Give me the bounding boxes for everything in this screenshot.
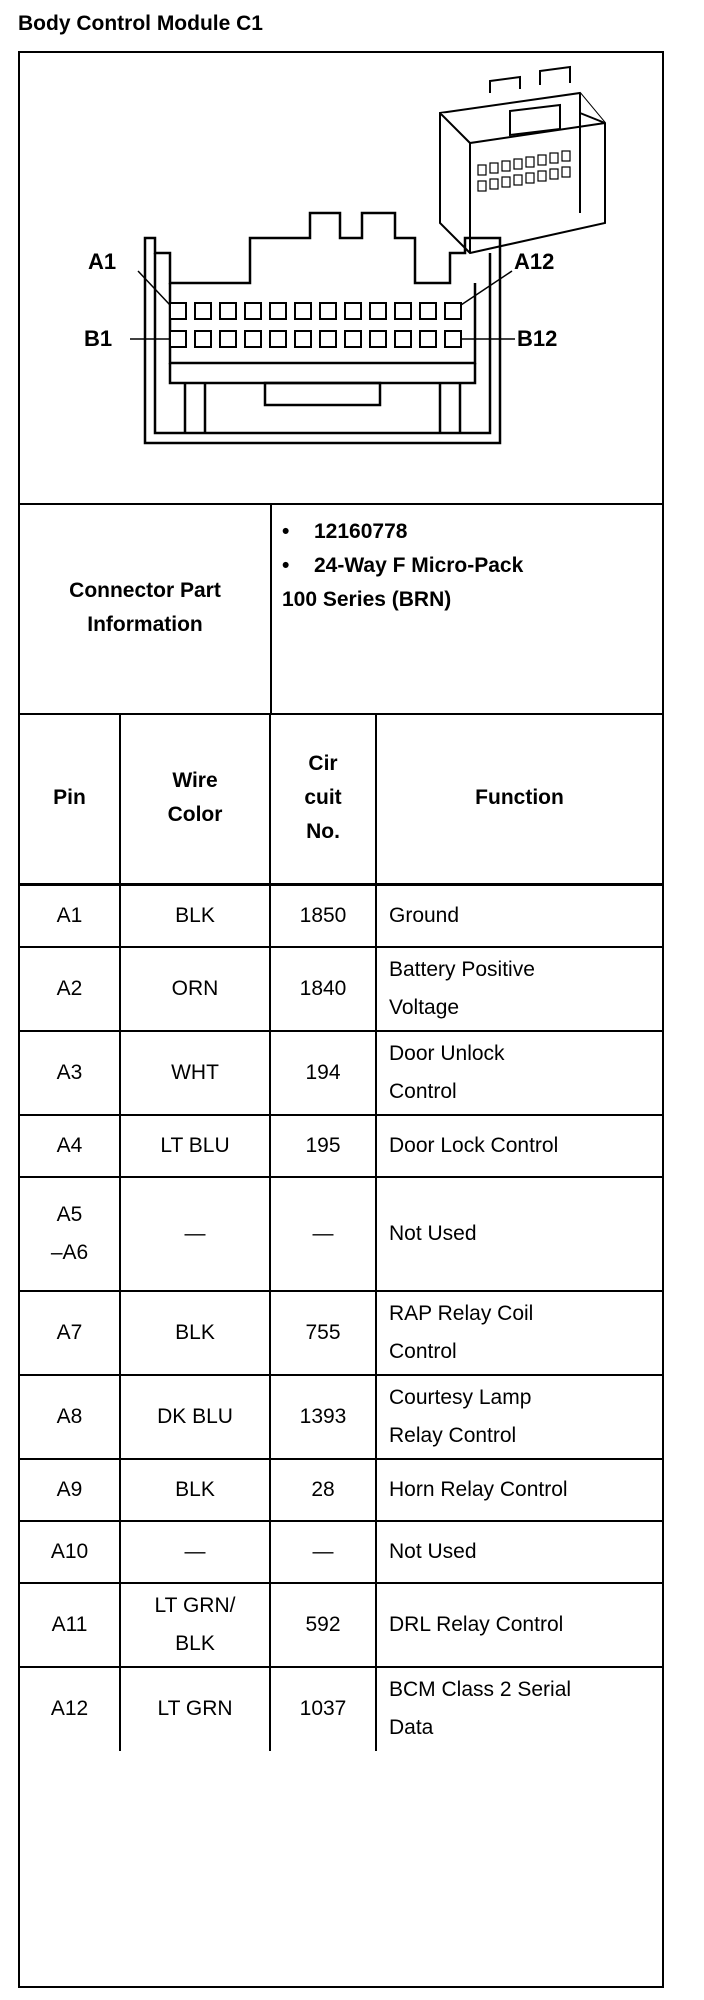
bullet-icon: • [282, 554, 290, 577]
wire-color-value: LT BLU [160, 1133, 230, 1157]
circuit-value: 195 [305, 1133, 341, 1157]
circuit-value: 1840 [299, 976, 347, 1000]
pin-label-b12: B12 [517, 326, 558, 351]
table-row [20, 1583, 662, 1667]
bullet-icon: • [282, 520, 290, 543]
header-circuit-line1: Cir [308, 752, 338, 775]
pin-table [20, 713, 662, 1751]
cell-wire-color [120, 1375, 270, 1459]
cell-function [376, 1521, 662, 1583]
header-pin: Pin [20, 713, 120, 885]
connector-front-view [145, 213, 500, 443]
pin-value: A11 [51, 1612, 88, 1636]
cell-wire-color [120, 1459, 270, 1521]
connector-part-info-label [20, 503, 272, 713]
cell-circuit-no [270, 1177, 376, 1291]
wire-color-value: WHT [171, 1060, 219, 1084]
pin-label-a1: A1 [88, 249, 117, 274]
pin-value: A7 [56, 1320, 83, 1344]
pin-value-line2: –A6 [50, 1240, 89, 1264]
circuit-value: 1850 [299, 903, 347, 927]
cell-pin [20, 1177, 120, 1291]
function-value: BCM Class 2 Serial [389, 1678, 572, 1701]
connector-document [18, 51, 664, 1988]
wire-color-value: BLK [175, 1477, 215, 1501]
cell-wire-color [120, 1031, 270, 1115]
cell-circuit-no [270, 1291, 376, 1375]
pin-label-b1: B1 [84, 326, 113, 351]
cell-pin [20, 947, 120, 1031]
pin-value: A5 [56, 1202, 83, 1226]
cell-function [376, 1667, 662, 1751]
cell-circuit-no [270, 1583, 376, 1667]
cell-circuit-no [270, 1521, 376, 1583]
table-row [20, 947, 662, 1031]
connector-diagram [20, 53, 662, 505]
cell-circuit-no [270, 1031, 376, 1115]
function-value: Courtesy Lamp [389, 1385, 532, 1409]
circuit-value: 1037 [299, 1697, 347, 1720]
circuit-value: — [312, 1539, 334, 1563]
table-row [20, 1291, 662, 1375]
cell-circuit-no [270, 885, 376, 947]
cell-function [376, 1031, 662, 1115]
cell-function [376, 1459, 662, 1521]
table-row [20, 1459, 662, 1521]
table-row [20, 1115, 662, 1177]
connector-part-info-details [282, 515, 652, 617]
info-label-line1: Connector Part [69, 579, 221, 602]
page-title: Body Control Module C1 [18, 12, 263, 35]
cell-function [376, 947, 662, 1031]
connector-3d-icon [440, 67, 605, 253]
cell-wire-color [120, 1667, 270, 1751]
table-row [20, 1667, 662, 1751]
pin-value: A3 [56, 1060, 83, 1084]
cell-function [376, 1177, 662, 1291]
cell-wire-color [120, 885, 270, 947]
function-value-line2: Control [389, 1339, 457, 1363]
cell-function [376, 885, 662, 947]
cell-wire-color [120, 1291, 270, 1375]
circuit-value: 592 [305, 1612, 341, 1636]
function-value-line2: Data [389, 1716, 434, 1739]
cell-wire-color [120, 947, 270, 1031]
info-label-line2: Information [87, 613, 203, 636]
cell-wire-color [120, 1115, 270, 1177]
cell-circuit-no [270, 1375, 376, 1459]
wire-color-value-line2: BLK [175, 1631, 215, 1655]
cell-circuit-no [270, 1115, 376, 1177]
cell-function [376, 1583, 662, 1667]
table-header-row [20, 713, 662, 885]
cell-pin [20, 1583, 120, 1667]
header-wire-color-line2: Color [167, 803, 223, 826]
function-value: Battery Positive [389, 957, 535, 981]
function-value: DRL Relay Control [389, 1612, 564, 1636]
header-function: Function [376, 713, 662, 885]
cell-wire-color [120, 1521, 270, 1583]
header-wire-color-line1: Wire [172, 769, 218, 792]
cell-pin [20, 1291, 120, 1375]
pin-value: A4 [56, 1133, 83, 1157]
table-row [20, 1521, 662, 1583]
cell-pin [20, 1459, 120, 1521]
table-row [20, 1375, 662, 1459]
connector-part-info [20, 503, 662, 715]
circuit-value: 1393 [299, 1404, 347, 1428]
cell-pin [20, 1521, 120, 1583]
header-circuit-line3: No. [306, 820, 340, 843]
circuit-value: 28 [311, 1477, 335, 1501]
function-value: Ground [389, 903, 460, 927]
connector-description-line2: 100 Series (BRN) [282, 588, 452, 611]
pin-value: A10 [50, 1539, 89, 1563]
cell-wire-color [120, 1177, 270, 1291]
circuit-value: — [312, 1221, 334, 1245]
cell-pin [20, 1667, 120, 1751]
wire-color-value: ORN [171, 976, 219, 1000]
wire-color-value: — [184, 1539, 206, 1563]
table-row [20, 1177, 662, 1291]
table-row [20, 885, 662, 947]
pin-value: A12 [50, 1697, 89, 1720]
circuit-value: 755 [305, 1320, 341, 1344]
function-value-line2: Voltage [389, 995, 460, 1019]
pin-value: A9 [56, 1477, 83, 1501]
function-value: Not Used [389, 1539, 477, 1563]
pin-value: A2 [56, 976, 83, 1000]
cell-wire-color [120, 1583, 270, 1667]
header-circuit-no [270, 713, 376, 885]
function-value: RAP Relay Coil [389, 1301, 534, 1325]
pin-value: A1 [56, 903, 83, 927]
header-circuit-line2: cuit [304, 786, 342, 809]
function-value: Horn Relay Control [389, 1477, 568, 1501]
cell-pin [20, 1115, 120, 1177]
wire-color-value: BLK [175, 1320, 215, 1344]
table-row [20, 1031, 662, 1115]
header-wire-color [120, 713, 270, 885]
cell-circuit-no [270, 947, 376, 1031]
wire-color-value: LT GRN [157, 1697, 233, 1720]
wire-color-value: BLK [175, 903, 215, 927]
cell-pin [20, 885, 120, 947]
function-value: Door Lock Control [389, 1133, 559, 1157]
wire-color-value: LT GRN/ [154, 1593, 236, 1617]
part-number: 12160778 [314, 520, 408, 543]
function-value: Door Unlock [389, 1041, 505, 1065]
circuit-value: 194 [305, 1060, 341, 1084]
pin-label-a12: A12 [514, 249, 555, 274]
cell-function [376, 1291, 662, 1375]
pin-value: A8 [56, 1404, 83, 1428]
cell-circuit-no [270, 1459, 376, 1521]
cell-circuit-no [270, 1667, 376, 1751]
connector-description: 24-Way F Micro-Pack [314, 554, 524, 577]
pin-cavities [170, 303, 461, 347]
connector-drawing [20, 53, 662, 503]
cell-pin [20, 1031, 120, 1115]
function-value-line2: Control [389, 1079, 457, 1103]
cell-function [376, 1115, 662, 1177]
wire-color-value: DK BLU [157, 1404, 233, 1428]
function-value: Not Used [389, 1221, 477, 1245]
cell-pin [20, 1375, 120, 1459]
cell-function [376, 1375, 662, 1459]
function-value-line2: Relay Control [389, 1423, 517, 1447]
wire-color-value: — [184, 1221, 206, 1245]
